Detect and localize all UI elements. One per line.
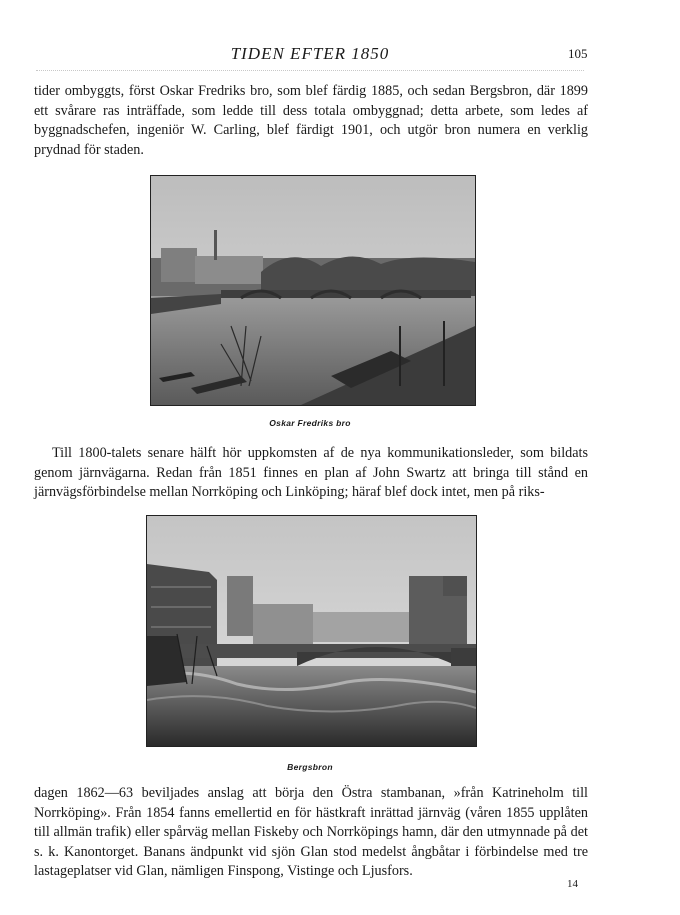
signature-mark: 14 (567, 878, 578, 890)
photo-oskar-fredriks-bro-image (151, 176, 475, 405)
caption-oskar-fredriks-bro: Oskar Fredriks bro (269, 418, 351, 428)
caption-bergsbron: Bergsbron (287, 762, 333, 772)
photo-bergsbron (146, 515, 477, 747)
running-head (0, 44, 680, 66)
paragraph-1: tider ombyggts, först Oskar Fredriks bro, som blef färdig 1885, och sedan Bergsbron, där 1899 ett svårare ras inträffade, som ledde till dess totala ombyggnad; detta arbete, som ledes af byggnadschefen, ingeniör W. Carling, blef färdigt 1901, och utgör bron numera en verklig prydnad för staden. (34, 83, 588, 158)
running-title: TIDEN EFTER 1850 (230, 44, 390, 63)
paragraph-2: Till 1800-talets senare hälft hör uppkomsten af de nya kommunikationsleder, som bildats genom järnvägarna. Redan från 1851 finnes en plan af John Swartz att bringa till stånd en järnvägsförbindelse mellan Norrköping och Linköping; häraf blef dock intet, men på riks- (34, 445, 588, 500)
page-number: 105 (568, 46, 588, 61)
photo-oskar-fredriks-bro (150, 175, 476, 406)
header-rule (36, 70, 584, 71)
paragraph-3: dagen 1862—63 beviljades anslag att börja den Östra stambanan, »från Katrineholm till Norrköping». Från 1854 fanns emellertid en för hästkraft inrättad järnväg (våren 1855 upplåten till allmän trafik) eller spårväg mellan Fiskeby och Norrköpings hamn, där den utmynnade på det s. k. Kanontorget. Banans ändpunkt vid sjön Glan stod medelst ångbåtar i förbindelse med tre lastageplatser vid Glan, nämligen Finspong, Vistinge och Ljusfors. (34, 785, 588, 879)
photo-bergsbron-image (147, 516, 476, 746)
